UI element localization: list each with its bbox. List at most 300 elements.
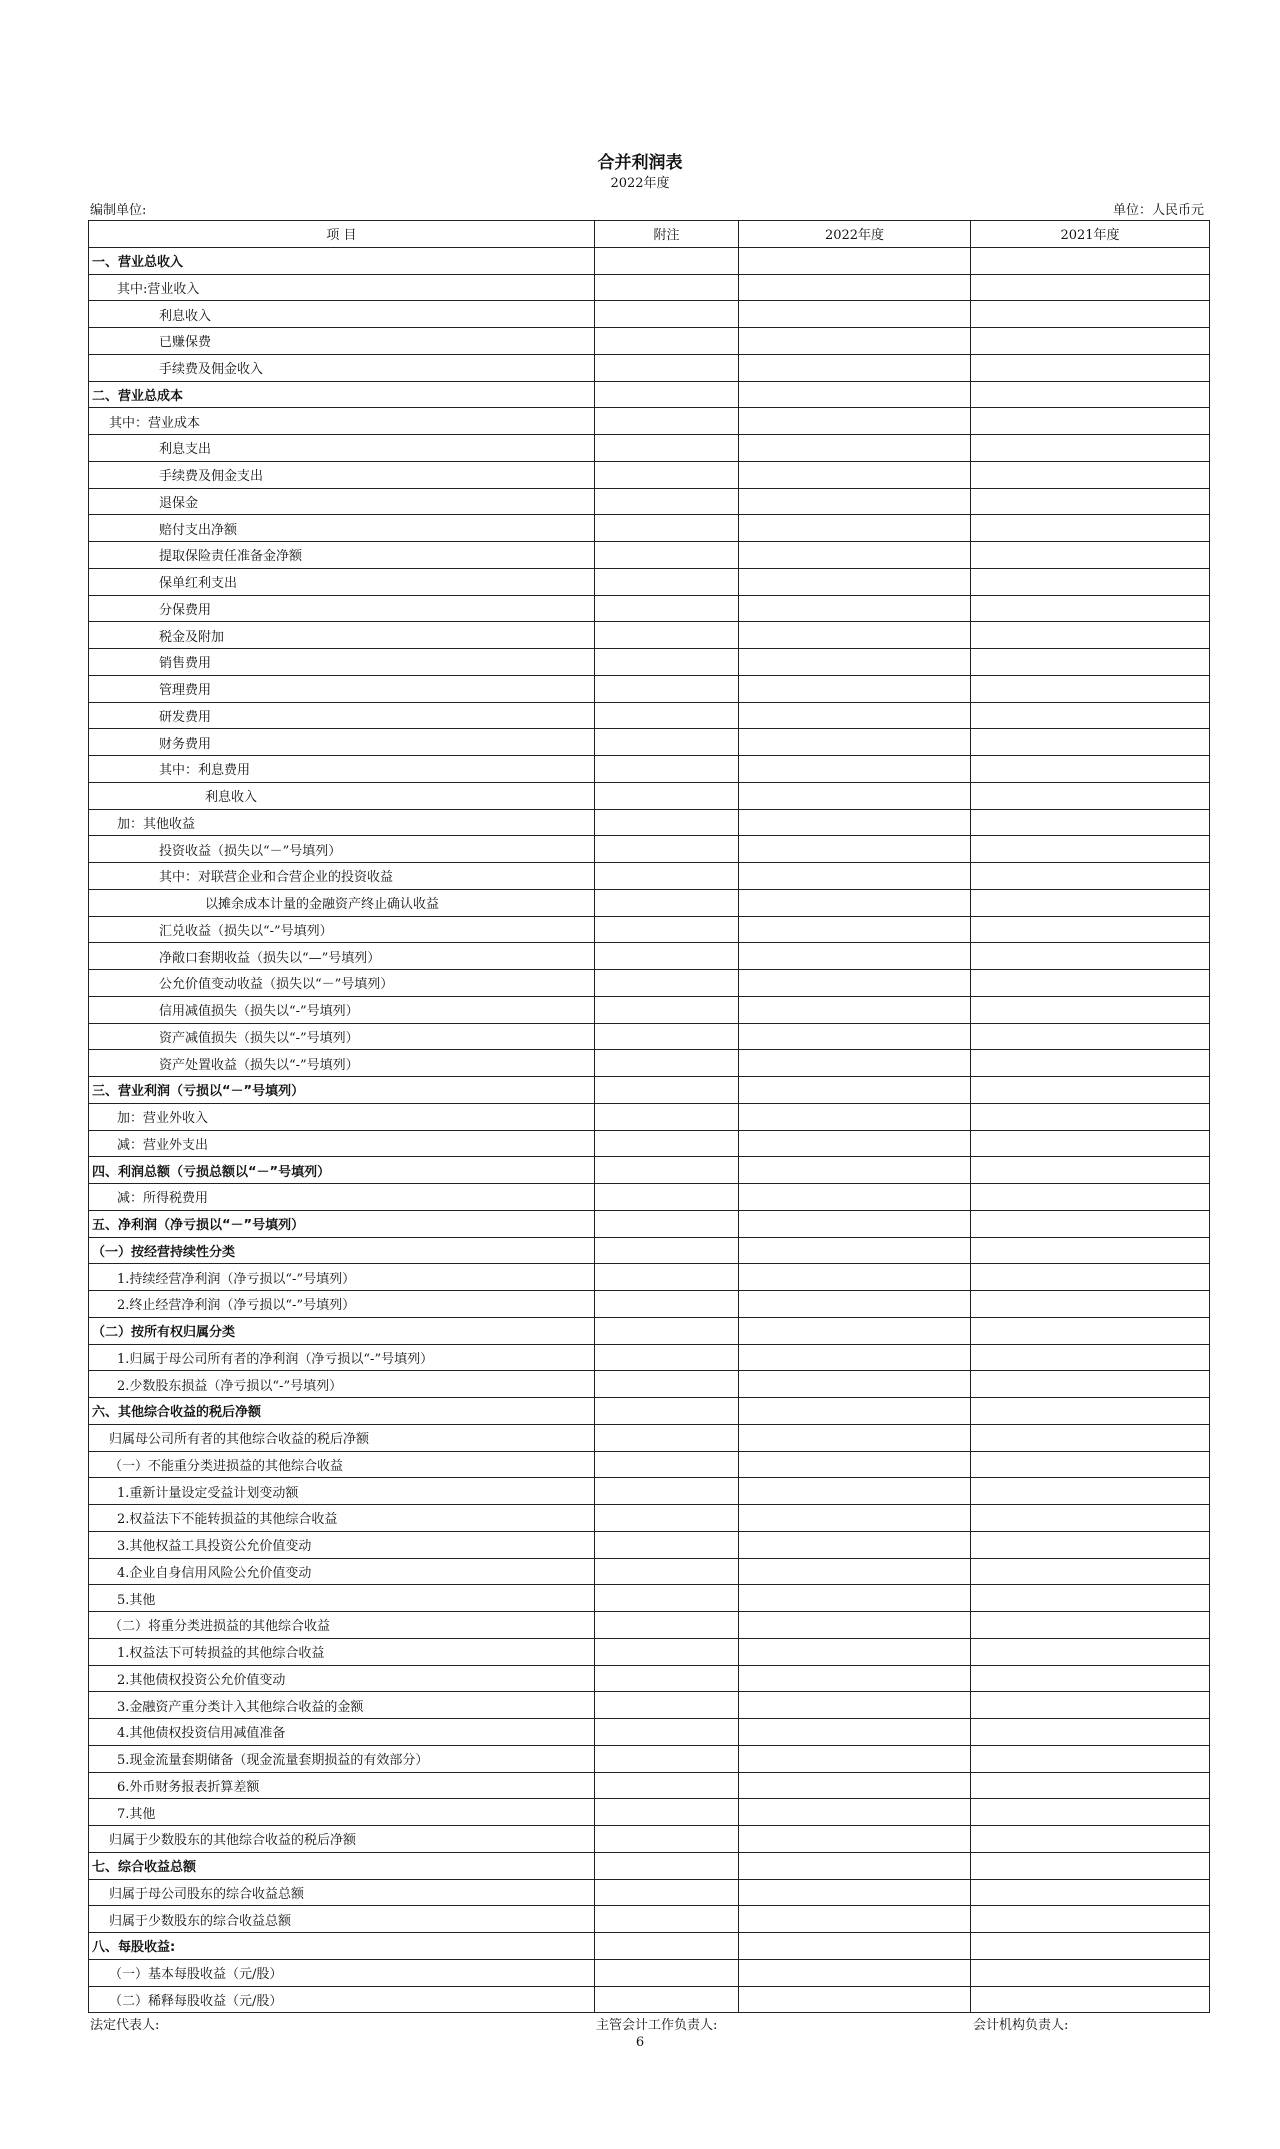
note-cell (595, 1906, 739, 1933)
current-year-cell (739, 1959, 971, 1986)
prior-year-cell (971, 916, 1210, 943)
row-item-label: 资产减值损失（损失以“-”号填列） (89, 1023, 595, 1050)
current-year-cell (739, 996, 971, 1023)
note-cell (595, 836, 739, 863)
prior-year-cell (971, 1050, 1210, 1077)
current-year-cell (739, 1291, 971, 1318)
current-year-cell (739, 1237, 971, 1264)
currency-unit-label: 单位：人民币元 (1112, 203, 1204, 218)
row-item-label: 赔付支出净额 (89, 515, 595, 542)
row-item-label: 归属于少数股东的其他综合收益的税后净额 (89, 1826, 595, 1853)
row-item-label: 投资收益（损失以“－”号填列） (89, 836, 595, 863)
table-row (89, 1103, 1210, 1130)
current-year-cell (739, 1665, 971, 1692)
row-item-label: 归属母公司所有者的其他综合收益的税后净额 (89, 1424, 595, 1451)
row-item-label: 其中:营业收入 (89, 274, 595, 301)
prior-year-cell (971, 1371, 1210, 1398)
current-year-cell (739, 1371, 971, 1398)
row-item-label: 利息收入 (89, 782, 595, 809)
row-item-label: （二）稀释每股收益（元/股） (89, 1986, 595, 2013)
current-year-cell (739, 1050, 971, 1077)
prior-year-cell (971, 1692, 1210, 1719)
current-year-cell (739, 1879, 971, 1906)
row-item-label: 其中：利息费用 (89, 756, 595, 783)
note-cell (595, 1692, 739, 1719)
note-cell (595, 1103, 739, 1130)
prior-year-cell (971, 247, 1210, 274)
prior-year-cell (971, 568, 1210, 595)
note-cell (595, 809, 739, 836)
current-year-cell (739, 1317, 971, 1344)
column-header-prior-year: 2021年度 (971, 221, 1210, 248)
row-item-label: 净敞口套期收益（损失以“—”号填列） (89, 943, 595, 970)
note-cell (595, 1772, 739, 1799)
prior-year-cell (971, 889, 1210, 916)
prior-year-cell (971, 1986, 1210, 2013)
table-row (89, 649, 1210, 676)
row-item-label: 三、营业利润（亏损以“－”号填列） (89, 1077, 595, 1104)
row-item-label: 1.归属于母公司所有者的净利润（净亏损以“-”号填列） (89, 1344, 595, 1371)
row-item-label: 2.权益法下不能转损益的其他综合收益 (89, 1505, 595, 1532)
current-year-cell (739, 863, 971, 890)
row-item-label: 减：所得税费用 (89, 1184, 595, 1211)
prior-year-cell (971, 1745, 1210, 1772)
note-cell (595, 435, 739, 462)
current-year-cell (739, 1505, 971, 1532)
table-row (89, 1291, 1210, 1318)
current-year-cell (739, 836, 971, 863)
current-year-cell (739, 809, 971, 836)
table-row (89, 1585, 1210, 1612)
table-row (89, 1826, 1210, 1853)
note-cell (595, 1077, 739, 1104)
table-row (89, 1398, 1210, 1425)
current-year-cell (739, 943, 971, 970)
note-cell (595, 1210, 739, 1237)
prior-year-cell (971, 1772, 1210, 1799)
row-item-label: 加：其他收益 (89, 809, 595, 836)
current-year-cell (739, 542, 971, 569)
current-year-cell (739, 595, 971, 622)
note-cell (595, 1023, 739, 1050)
prior-year-cell (971, 515, 1210, 542)
table-row (89, 328, 1210, 355)
row-item-label: 5.其他 (89, 1585, 595, 1612)
current-year-cell (739, 1986, 971, 2013)
prior-year-cell (971, 328, 1210, 355)
note-cell (595, 782, 739, 809)
table-body (89, 247, 1210, 2013)
prior-year-cell (971, 1612, 1210, 1639)
prior-year-cell (971, 729, 1210, 756)
prior-year-cell (971, 943, 1210, 970)
current-year-cell (739, 729, 971, 756)
current-year-cell (739, 1210, 971, 1237)
row-item-label: 4.其他债权投资信用减值准备 (89, 1719, 595, 1746)
prior-year-cell (971, 488, 1210, 515)
statement-title: 合并利润表 (597, 153, 683, 173)
row-item-label: 6.外币财务报表折算差额 (89, 1772, 595, 1799)
note-cell (595, 1612, 739, 1639)
note-cell (595, 1398, 739, 1425)
prior-year-cell (971, 1157, 1210, 1184)
table-row (89, 782, 1210, 809)
current-year-cell (739, 1130, 971, 1157)
row-item-label: 4.企业自身信用风险公允价值变动 (89, 1558, 595, 1585)
prior-year-cell (971, 1344, 1210, 1371)
prior-year-cell (971, 354, 1210, 381)
current-year-cell (739, 247, 971, 274)
current-year-cell (739, 970, 971, 997)
note-cell (595, 1130, 739, 1157)
table-row (89, 568, 1210, 595)
note-cell (595, 1184, 739, 1211)
current-year-cell (739, 354, 971, 381)
current-year-cell (739, 1424, 971, 1451)
current-year-cell (739, 1933, 971, 1960)
table-row (89, 1665, 1210, 1692)
row-item-label: 信用减值损失（损失以“-”号填列） (89, 996, 595, 1023)
note-cell (595, 1852, 739, 1879)
prior-year-cell (971, 1291, 1210, 1318)
prior-year-cell (971, 1478, 1210, 1505)
note-cell (595, 1424, 739, 1451)
table-header-row (89, 221, 1210, 248)
prior-year-cell (971, 1852, 1210, 1879)
row-item-label: 加：营业外收入 (89, 1103, 595, 1130)
table-row (89, 461, 1210, 488)
note-cell (595, 1585, 739, 1612)
table-row (89, 1799, 1210, 1826)
note-cell (595, 515, 739, 542)
prior-year-cell (971, 301, 1210, 328)
row-item-label: 六、其他综合收益的税后净额 (89, 1398, 595, 1425)
prior-year-cell (971, 1184, 1210, 1211)
note-cell (595, 996, 739, 1023)
note-cell (595, 1291, 739, 1318)
row-item-label: 汇兑收益（损失以“-”号填列） (89, 916, 595, 943)
table-row (89, 515, 1210, 542)
row-item-label: 已赚保费 (89, 328, 595, 355)
note-cell (595, 889, 739, 916)
table-row (89, 1852, 1210, 1879)
table-row (89, 836, 1210, 863)
row-item-label: 财务费用 (89, 729, 595, 756)
note-cell (595, 1826, 739, 1853)
current-year-cell (739, 274, 971, 301)
note-cell (595, 729, 739, 756)
row-item-label: 八、每股收益: (89, 1933, 595, 1960)
note-cell (595, 649, 739, 676)
prior-year-cell (971, 1665, 1210, 1692)
prior-year-cell (971, 1398, 1210, 1425)
statement-period: 2022年度 (610, 176, 670, 191)
row-item-label: 1.权益法下可转损益的其他综合收益 (89, 1638, 595, 1665)
row-item-label: 销售费用 (89, 649, 595, 676)
table-row (89, 1505, 1210, 1532)
row-item-label: 其中：营业成本 (89, 408, 595, 435)
column-header-item: 项 目 (89, 221, 595, 248)
row-item-label: 税金及附加 (89, 622, 595, 649)
row-item-label: 一、营业总收入 (89, 247, 595, 274)
current-year-cell (739, 301, 971, 328)
note-cell (595, 1237, 739, 1264)
note-cell (595, 916, 739, 943)
prior-year-cell (971, 1317, 1210, 1344)
current-year-cell (739, 1799, 971, 1826)
current-year-cell (739, 1344, 971, 1371)
table-row (89, 943, 1210, 970)
current-year-cell (739, 649, 971, 676)
prior-year-cell (971, 622, 1210, 649)
row-item-label: 利息支出 (89, 435, 595, 462)
note-cell (595, 461, 739, 488)
note-cell (595, 354, 739, 381)
current-year-cell (739, 488, 971, 515)
current-year-cell (739, 1184, 971, 1211)
prior-year-cell (971, 595, 1210, 622)
table-row (89, 1692, 1210, 1719)
note-cell (595, 756, 739, 783)
current-year-cell (739, 1719, 971, 1746)
row-item-label: 七、综合收益总额 (89, 1852, 595, 1879)
current-year-cell (739, 1023, 971, 1050)
table-row (89, 1531, 1210, 1558)
row-item-label: 手续费及佣金收入 (89, 354, 595, 381)
table-row (89, 1933, 1210, 1960)
note-cell (595, 1959, 739, 1986)
prior-year-cell (971, 1933, 1210, 1960)
current-year-cell (739, 1531, 971, 1558)
current-year-cell (739, 568, 971, 595)
row-item-label: 归属于母公司股东的综合收益总额 (89, 1879, 595, 1906)
prior-year-cell (971, 461, 1210, 488)
table-row (89, 1959, 1210, 1986)
table-row (89, 1612, 1210, 1639)
table-row (89, 1772, 1210, 1799)
row-item-label: 四、利润总额（亏损总额以“－”号填列） (89, 1157, 595, 1184)
prior-year-cell (971, 1264, 1210, 1291)
table-row (89, 1077, 1210, 1104)
note-cell (595, 247, 739, 274)
note-cell (595, 1638, 739, 1665)
prior-year-cell (971, 809, 1210, 836)
legal-representative-label: 法定代表人: (90, 2018, 160, 2033)
table-row (89, 1317, 1210, 1344)
prior-year-cell (971, 996, 1210, 1023)
note-cell (595, 622, 739, 649)
note-cell (595, 301, 739, 328)
current-year-cell (739, 889, 971, 916)
column-header-note: 附注 (595, 221, 739, 248)
prior-year-cell (971, 1077, 1210, 1104)
table-row (89, 970, 1210, 997)
table-row (89, 1879, 1210, 1906)
note-cell (595, 1451, 739, 1478)
row-item-label: （一）按经营持续性分类 (89, 1237, 595, 1264)
prior-year-cell (971, 1451, 1210, 1478)
row-item-label: 其中：对联营企业和合营企业的投资收益 (89, 863, 595, 890)
table-row (89, 1638, 1210, 1665)
prior-year-cell (971, 756, 1210, 783)
current-year-cell (739, 1585, 971, 1612)
note-cell (595, 702, 739, 729)
prior-year-cell (971, 1906, 1210, 1933)
row-item-label: （一）不能重分类进损益的其他综合收益 (89, 1451, 595, 1478)
row-item-label: （二）按所有权归属分类 (89, 1317, 595, 1344)
note-cell (595, 488, 739, 515)
prior-year-cell (971, 863, 1210, 890)
table-row (89, 1184, 1210, 1211)
prior-year-cell (971, 1505, 1210, 1532)
table-row (89, 1264, 1210, 1291)
note-cell (595, 568, 739, 595)
prior-year-cell (971, 1237, 1210, 1264)
table-row (89, 916, 1210, 943)
note-cell (595, 1371, 739, 1398)
note-cell (595, 1344, 739, 1371)
row-item-label: 减：营业外支出 (89, 1130, 595, 1157)
table-row (89, 354, 1210, 381)
row-item-label: 保单红利支出 (89, 568, 595, 595)
prior-year-cell (971, 1130, 1210, 1157)
row-item-label: 3.其他权益工具投资公允价值变动 (89, 1531, 595, 1558)
row-item-label: 2.其他债权投资公允价值变动 (89, 1665, 595, 1692)
table-row (89, 1424, 1210, 1451)
prior-year-cell (971, 1879, 1210, 1906)
row-item-label: 分保费用 (89, 595, 595, 622)
current-year-cell (739, 1398, 971, 1425)
column-header-current-year: 2022年度 (739, 221, 971, 248)
note-cell (595, 328, 739, 355)
current-year-cell (739, 408, 971, 435)
note-cell (595, 1317, 739, 1344)
row-item-label: 研发费用 (89, 702, 595, 729)
note-cell (595, 1933, 739, 1960)
table-row (89, 809, 1210, 836)
table-row (89, 1558, 1210, 1585)
table-row (89, 1157, 1210, 1184)
note-cell (595, 1719, 739, 1746)
row-item-label: 3.金融资产重分类计入其他综合收益的金额 (89, 1692, 595, 1719)
note-cell (595, 943, 739, 970)
row-item-label: 以摊余成本计量的金融资产终止确认收益 (89, 889, 595, 916)
row-item-label: 归属于少数股东的综合收益总额 (89, 1906, 595, 1933)
compiler-label: 编制单位: (90, 203, 147, 218)
current-year-cell (739, 675, 971, 702)
table-row (89, 1237, 1210, 1264)
current-year-cell (739, 1692, 971, 1719)
table-row (89, 1451, 1210, 1478)
page-number: 6 (635, 2035, 645, 2050)
current-year-cell (739, 381, 971, 408)
row-item-label: 退保金 (89, 488, 595, 515)
row-item-label: 管理费用 (89, 675, 595, 702)
current-year-cell (739, 1826, 971, 1853)
current-year-cell (739, 782, 971, 809)
prior-year-cell (971, 381, 1210, 408)
note-cell (595, 1879, 739, 1906)
note-cell (595, 1665, 739, 1692)
note-cell (595, 1505, 739, 1532)
row-item-label: 1.重新计量设定受益计划变动额 (89, 1478, 595, 1505)
table-row (89, 542, 1210, 569)
note-cell (595, 1531, 739, 1558)
row-item-label: 手续费及佣金支出 (89, 461, 595, 488)
prior-year-cell (971, 970, 1210, 997)
prior-year-cell (971, 1210, 1210, 1237)
prior-year-cell (971, 782, 1210, 809)
current-year-cell (739, 435, 971, 462)
prior-year-cell (971, 1585, 1210, 1612)
table-row (89, 1906, 1210, 1933)
current-year-cell (739, 1103, 971, 1130)
current-year-cell (739, 1264, 971, 1291)
row-item-label: 2.终止经营净利润（净亏损以“-”号填列） (89, 1291, 595, 1318)
prior-year-cell (971, 702, 1210, 729)
current-year-cell (739, 1638, 971, 1665)
table-row (89, 622, 1210, 649)
note-cell (595, 1745, 739, 1772)
table-row (89, 1478, 1210, 1505)
note-cell (595, 675, 739, 702)
table-row (89, 595, 1210, 622)
row-item-label: 5.现金流量套期储备（现金流量套期损益的有效部分） (89, 1745, 595, 1772)
income-statement-table (88, 220, 1210, 2013)
row-item-label: 提取保险责任准备金净额 (89, 542, 595, 569)
row-item-label: （一）基本每股收益（元/股） (89, 1959, 595, 1986)
prior-year-cell (971, 435, 1210, 462)
prior-year-cell (971, 1531, 1210, 1558)
table-row (89, 1719, 1210, 1746)
row-item-label: 7.其他 (89, 1799, 595, 1826)
note-cell (595, 408, 739, 435)
table-row (89, 381, 1210, 408)
accounting-dept-head-label: 会计机构负责人: (973, 2018, 1069, 2033)
prior-year-cell (971, 1558, 1210, 1585)
row-item-label: 利息收入 (89, 301, 595, 328)
row-item-label: 二、营业总成本 (89, 381, 595, 408)
table-row (89, 1745, 1210, 1772)
note-cell (595, 1986, 739, 2013)
table-row (89, 1050, 1210, 1077)
note-cell (595, 970, 739, 997)
table-row (89, 889, 1210, 916)
note-cell (595, 1558, 739, 1585)
row-item-label: 2.少数股东损益（净亏损以“-”号填列） (89, 1371, 595, 1398)
current-year-cell (739, 328, 971, 355)
prior-year-cell (971, 1103, 1210, 1130)
current-year-cell (739, 916, 971, 943)
current-year-cell (739, 1157, 971, 1184)
note-cell (595, 274, 739, 301)
table-row (89, 702, 1210, 729)
row-item-label: 1.持续经营净利润（净亏损以“-”号填列） (89, 1264, 595, 1291)
prior-year-cell (971, 649, 1210, 676)
current-year-cell (739, 1852, 971, 1879)
note-cell (595, 863, 739, 890)
current-year-cell (739, 1451, 971, 1478)
prior-year-cell (971, 836, 1210, 863)
current-year-cell (739, 756, 971, 783)
note-cell (595, 1799, 739, 1826)
table-row (89, 996, 1210, 1023)
table-row (89, 1210, 1210, 1237)
current-year-cell (739, 515, 971, 542)
prior-year-cell (971, 542, 1210, 569)
current-year-cell (739, 1478, 971, 1505)
table-row (89, 1986, 1210, 2013)
